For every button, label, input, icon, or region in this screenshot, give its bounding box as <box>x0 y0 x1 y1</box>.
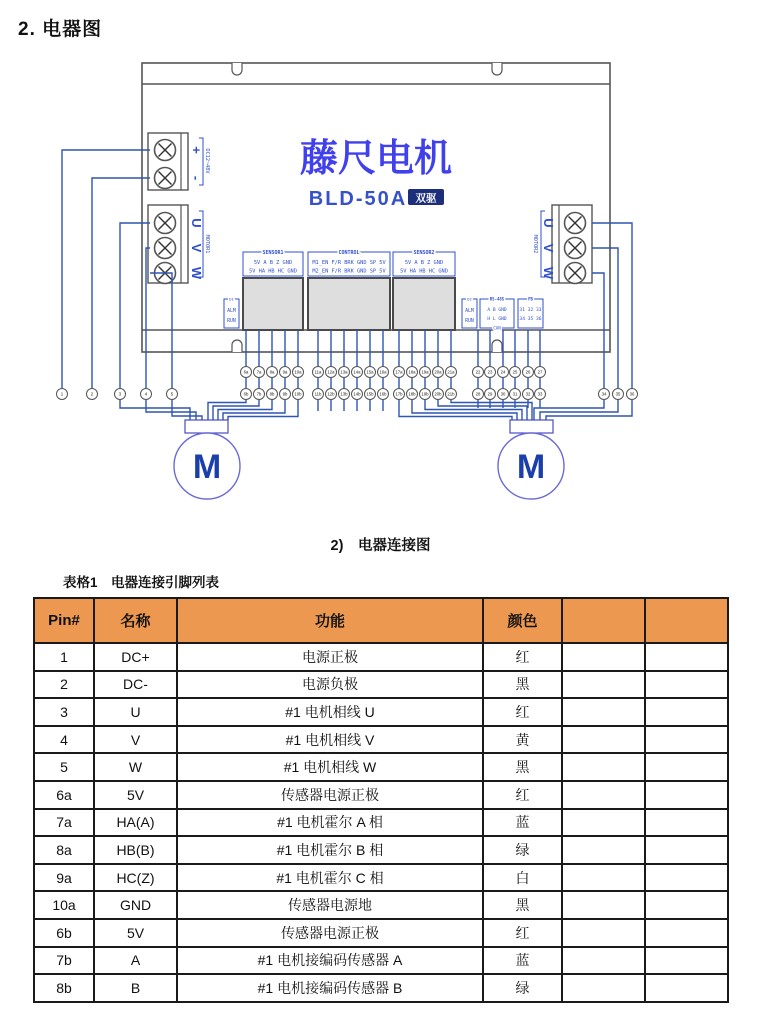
table-cell <box>645 809 728 837</box>
pin-circle <box>407 389 418 400</box>
pin-number: 22 <box>475 369 481 375</box>
pin-circle <box>365 367 376 378</box>
table-cell: 黑 <box>483 753 562 781</box>
table-cell: 6a <box>34 781 94 809</box>
pin-circle <box>254 389 265 400</box>
table-header-cell: 颜色 <box>483 598 562 643</box>
pin-number: 13a <box>340 369 348 375</box>
pin-circle <box>267 389 278 400</box>
pin-number: 8a <box>269 369 275 375</box>
table-header-cell: 名称 <box>94 598 177 643</box>
pin-number: 15a <box>366 369 374 375</box>
mount-notch <box>232 63 242 75</box>
table-cell <box>562 671 645 699</box>
sensor1-title: SENSOR1 <box>262 250 284 256</box>
table-header-row <box>34 598 728 643</box>
pin-circle <box>339 389 350 400</box>
table-cell <box>562 974 645 1002</box>
table-cell <box>645 671 728 699</box>
pin-circle <box>365 389 376 400</box>
table-cell: 传感器电源正极 <box>177 919 483 947</box>
table-cell <box>562 726 645 754</box>
pin-number: 24 <box>500 369 506 375</box>
table-row <box>34 864 728 892</box>
table-cell: 5 <box>34 753 94 781</box>
table-cell: #1 电机接编码传感器 A <box>177 947 483 975</box>
table-title: 表格1 电器连接引脚列表 <box>63 575 220 590</box>
pin-circle <box>498 367 509 378</box>
table-cell <box>562 947 645 975</box>
mount-notch <box>492 63 502 75</box>
pin-number: 28 <box>475 391 481 397</box>
pin-circle <box>241 389 252 400</box>
table-cell: 7b <box>34 947 94 975</box>
pin-circle <box>446 389 457 400</box>
mount-notch <box>492 340 502 352</box>
pin-circle <box>485 367 496 378</box>
screw-terminal <box>155 213 176 234</box>
table-row <box>34 836 728 864</box>
pin-circle <box>599 389 610 400</box>
table-cell <box>562 864 645 892</box>
table-cell: 8b <box>34 974 94 1002</box>
pin-number: 7a <box>256 369 262 375</box>
led1-title: D1 <box>229 296 234 302</box>
table-cell <box>645 947 728 975</box>
pin-circle <box>407 367 418 378</box>
led1-run: RUN <box>227 319 236 324</box>
table-cell <box>562 753 645 781</box>
pin-circle <box>510 389 521 400</box>
pin-number: 32 <box>525 391 531 397</box>
pin-circle <box>267 367 278 378</box>
table-cell: 9a <box>34 864 94 892</box>
screw-terminal <box>155 168 176 189</box>
pin-number: 8b <box>269 391 275 397</box>
pin-number: 25 <box>512 369 518 375</box>
control-connector-block <box>308 278 390 330</box>
table-cell: 电源正极 <box>177 643 483 671</box>
table-cell: A <box>94 947 177 975</box>
table-row <box>34 891 728 919</box>
table-cell <box>562 781 645 809</box>
table-cell: 黑 <box>483 891 562 919</box>
pin-number: 33 <box>537 391 543 397</box>
pin-number: 21b <box>447 391 455 397</box>
motor2-terminal <box>532 205 592 284</box>
pin-circle <box>627 389 638 400</box>
table-cell: 6b <box>34 919 94 947</box>
table-row <box>34 781 728 809</box>
table-cell: W <box>94 753 177 781</box>
pin-circle <box>167 389 178 400</box>
dual-drive-badge-label: 双驱 <box>415 192 437 205</box>
fb-row1: 31 32 33 <box>519 308 542 313</box>
pin-circle <box>433 389 444 400</box>
motor2-w-label: W <box>541 266 556 280</box>
control-title: CONTROL <box>338 250 360 256</box>
motor1-u-label: U <box>189 218 204 228</box>
pin-circle <box>535 367 546 378</box>
table-header-cell <box>645 598 728 643</box>
table-cell: 8a <box>34 836 94 864</box>
pin-circle <box>313 367 324 378</box>
pin-number: 13b <box>340 391 348 397</box>
pin-circle <box>378 367 389 378</box>
pin-circle <box>498 389 509 400</box>
pin-number: 14b <box>353 391 361 397</box>
pin-number: 35 <box>615 391 621 397</box>
table-cell: 黄 <box>483 726 562 754</box>
model-name: BLD-50A <box>308 188 408 210</box>
sensor1-row2: 5V HA HB HC GND <box>249 268 297 275</box>
pin-number: 2 <box>90 391 94 397</box>
led2-run: RUN <box>465 319 474 324</box>
screw-terminal <box>155 238 176 259</box>
table-header-cell <box>562 598 645 643</box>
pin-circle <box>115 389 126 400</box>
led2-alm: ALM <box>465 309 474 314</box>
motor1-side-label: MOTOR1 <box>204 234 210 254</box>
pin-number: 20b <box>434 391 442 397</box>
pin-circle <box>241 367 252 378</box>
pin-number: 11a <box>314 369 322 375</box>
rs485-row1: A B GND <box>487 308 507 313</box>
table-cell <box>562 643 645 671</box>
table-cell <box>645 864 728 892</box>
table-cell <box>645 919 728 947</box>
can-label: CAN <box>493 325 501 331</box>
pin-number: 14a <box>353 369 361 375</box>
motor2-v-label: V <box>541 243 556 253</box>
pin-number: 10b <box>294 391 302 397</box>
table-cell: DC+ <box>94 643 177 671</box>
table-cell: 2 <box>34 671 94 699</box>
pin-circle <box>352 389 363 400</box>
table-cell: 绿 <box>483 974 562 1002</box>
pin-number: 30 <box>500 391 506 397</box>
control-row1: M1_EN F/R BRK GND SP 5V <box>312 260 386 266</box>
pin-number: 4 <box>144 391 148 397</box>
table-row <box>34 643 728 671</box>
table-row <box>34 809 728 837</box>
table-cell: 蓝 <box>483 947 562 975</box>
fb-title: FB <box>528 296 533 302</box>
pin-number: 34 <box>601 391 607 397</box>
pin-circle <box>352 367 363 378</box>
table-cell: 传感器电源地 <box>177 891 483 919</box>
rs485-row2: H L GND <box>487 317 507 322</box>
pin-number: 9b <box>282 391 288 397</box>
table-cell: GND <box>94 891 177 919</box>
table-header-cell: Pin# <box>34 598 94 643</box>
pin-number: 18a <box>408 369 416 375</box>
pin-circle <box>326 367 337 378</box>
pin-number: 6a <box>243 369 249 375</box>
brand-name: 藤尺电机 <box>299 138 453 180</box>
pin-number: 31 <box>512 391 518 397</box>
pin-number: 12b <box>327 391 335 397</box>
table-row <box>34 671 728 699</box>
pin-circle <box>293 367 304 378</box>
table-cell: V <box>94 726 177 754</box>
table-cell: HC(Z) <box>94 864 177 892</box>
motor2-u-label: U <box>541 218 556 228</box>
pin-number: 6b <box>243 391 249 397</box>
pin-number: 3 <box>118 391 122 397</box>
table-row <box>34 726 728 754</box>
table-cell <box>645 891 728 919</box>
table-cell: 红 <box>483 643 562 671</box>
pin-number: 10a <box>294 369 302 375</box>
table-cell <box>562 836 645 864</box>
screw-terminal <box>565 238 586 259</box>
pin-number: 17b <box>395 391 403 397</box>
pin-number: 20a <box>434 369 442 375</box>
pin-circle <box>313 389 324 400</box>
rs485-title: RS-485 <box>489 296 505 302</box>
table-row <box>34 698 728 726</box>
table-cell <box>645 781 728 809</box>
pin-table <box>33 597 729 1003</box>
sensor2-title: SENSOR2 <box>413 250 435 256</box>
pin-circle <box>280 367 291 378</box>
pin-circle <box>510 367 521 378</box>
table-cell: HA(A) <box>94 809 177 837</box>
table-cell: 7a <box>34 809 94 837</box>
pin-number: 18b <box>408 391 416 397</box>
pin-number: 17a <box>395 369 403 375</box>
pin-number: 15b <box>366 391 374 397</box>
pin-number: 16a <box>379 369 387 375</box>
table-row <box>34 974 728 1002</box>
table-row <box>34 947 728 975</box>
pin-number: 19a <box>421 369 429 375</box>
motor1-v-label: V <box>189 243 204 253</box>
sensor2-connector-block <box>393 278 455 330</box>
pin-number: 19b <box>421 391 429 397</box>
pin-circle <box>57 389 68 400</box>
pin-circle <box>254 367 265 378</box>
pin-circle <box>446 367 457 378</box>
table-cell: 蓝 <box>483 809 562 837</box>
table-cell: B <box>94 974 177 1002</box>
dc-range-label: DC12~48V <box>204 148 210 174</box>
sensor1-row1: 5V A B Z GND <box>253 260 293 266</box>
table-cell <box>562 809 645 837</box>
motor2 <box>498 420 564 499</box>
pin-circle <box>433 367 444 378</box>
table-cell: #1 电机霍尔 B 相 <box>177 836 483 864</box>
table-cell: 红 <box>483 781 562 809</box>
table-cell: #1 电机相线 U <box>177 698 483 726</box>
table-cell <box>645 726 728 754</box>
motor1 <box>174 420 240 499</box>
table-cell: 传感器电源正极 <box>177 781 483 809</box>
table-cell: 绿 <box>483 836 562 864</box>
table-cell <box>645 836 728 864</box>
table-cell: #1 电机霍尔 C 相 <box>177 864 483 892</box>
motor2-label: M <box>516 448 546 486</box>
table-cell: #1 电机接编码传感器 B <box>177 974 483 1002</box>
table-cell: 5V <box>94 781 177 809</box>
pin-number: 23 <box>487 369 493 375</box>
table-cell: 红 <box>483 698 562 726</box>
pin-circle <box>141 389 152 400</box>
table-cell: 3 <box>34 698 94 726</box>
pin-circle <box>394 367 405 378</box>
table-cell <box>645 753 728 781</box>
pin-number: 27 <box>537 369 543 375</box>
screw-terminal <box>155 140 176 161</box>
pin-number: 29 <box>487 391 493 397</box>
table-cell: 红 <box>483 919 562 947</box>
pin-number: 26 <box>525 369 531 375</box>
table-cell <box>645 974 728 1002</box>
table-cell: #1 电机相线 W <box>177 753 483 781</box>
screw-terminal <box>565 213 586 234</box>
table-cell: U <box>94 698 177 726</box>
table-row <box>34 753 728 781</box>
pin-number: 11b <box>314 391 322 397</box>
pin-circle <box>420 389 431 400</box>
dc-minus-label: - <box>189 175 204 181</box>
pin-circle <box>473 367 484 378</box>
pin-circle <box>87 389 98 400</box>
pin-number: 5 <box>170 391 174 397</box>
table-cell: 5V <box>94 919 177 947</box>
pin-circle <box>293 389 304 400</box>
pin-circle <box>420 367 431 378</box>
pin-circle <box>613 389 624 400</box>
pin-circle <box>339 367 350 378</box>
pin-circle <box>535 389 546 400</box>
table-cell: 白 <box>483 864 562 892</box>
table-cell <box>562 919 645 947</box>
sensor1-connector-block <box>243 278 303 330</box>
pin-circle <box>280 389 291 400</box>
pin-number: 7b <box>256 391 262 397</box>
led1-alm: ALM <box>227 309 236 314</box>
motor1-label: M <box>192 448 222 486</box>
pin-circle <box>378 389 389 400</box>
motor1-connector <box>185 420 228 433</box>
pin-circle <box>394 389 405 400</box>
pin-circle <box>523 389 534 400</box>
pin-number: 9a <box>282 369 288 375</box>
pin-circle <box>326 389 337 400</box>
pin-number: 1 <box>60 391 64 397</box>
dc-plus-label: + <box>189 146 204 154</box>
table-cell <box>645 698 728 726</box>
sensor2-row1: 5V A B Z GND <box>404 260 444 266</box>
table-cell: #1 电机霍尔 A 相 <box>177 809 483 837</box>
pin-circle <box>523 367 534 378</box>
led2-title: D2 <box>467 296 472 302</box>
pin-number: 36 <box>629 391 635 397</box>
table-cell: 10a <box>34 891 94 919</box>
table-cell <box>562 698 645 726</box>
sensor2-row2: 5V HA HB HC GND <box>400 268 448 275</box>
screw-terminal <box>565 263 586 284</box>
table-cell: HB(B) <box>94 836 177 864</box>
table-cell: 1 <box>34 643 94 671</box>
table-cell: 4 <box>34 726 94 754</box>
motor1-w-label: W <box>189 266 204 280</box>
table-header-cell: 功能 <box>177 598 483 643</box>
diagram-caption: 2) 电器连接图 <box>330 538 431 554</box>
table-cell <box>562 891 645 919</box>
pin-number: 16b <box>379 391 387 397</box>
pin-circle <box>473 389 484 400</box>
table-cell: 电源负极 <box>177 671 483 699</box>
table-cell: #1 电机相线 V <box>177 726 483 754</box>
mount-notch <box>232 340 242 352</box>
motor2-side-label: MOTOR2 <box>532 234 538 254</box>
table-cell: 黑 <box>483 671 562 699</box>
pin-circle <box>485 389 496 400</box>
control-row2: M2_EN F/R BRK GND SP 5V <box>312 268 386 275</box>
pin-number: 12a <box>327 369 335 375</box>
table-cell <box>645 643 728 671</box>
pin-number: 21a <box>447 369 455 375</box>
table-row <box>34 919 728 947</box>
fb-row2: 34 35 36 <box>519 317 542 322</box>
motor2-connector <box>510 420 553 433</box>
page-title: 2. 电器图 <box>18 19 103 40</box>
wiring-diagram <box>0 55 761 535</box>
table-cell: DC- <box>94 671 177 699</box>
